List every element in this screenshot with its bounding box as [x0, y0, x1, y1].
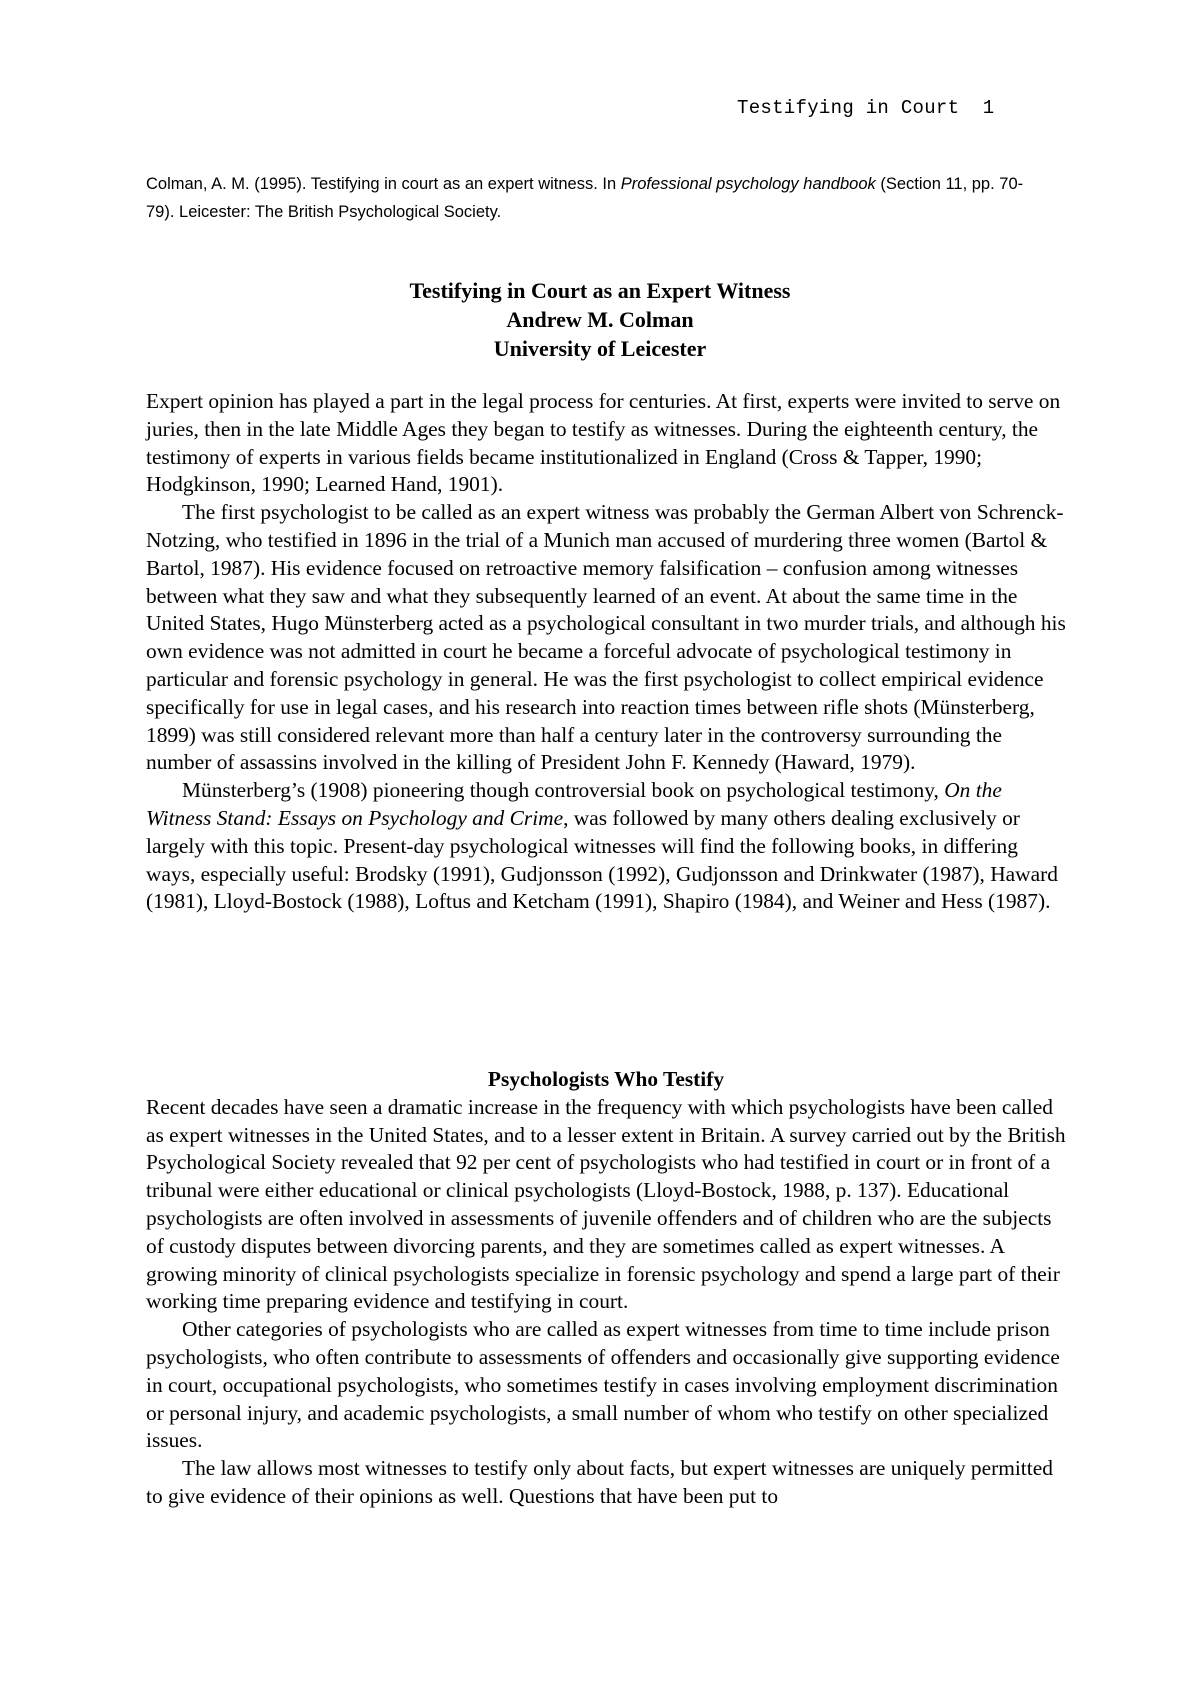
citation-text-start: Colman, A. M. (1995). Testifying in court as an expert witness. In	[146, 175, 621, 193]
title-block	[0, 276, 1200, 363]
running-head: Testifying in Court 1	[737, 97, 995, 119]
author-name: Andrew M. Colman	[506, 307, 694, 332]
citation-book-title: Professional psychology handbook	[620, 175, 876, 193]
paragraph-intro-3-end: , was followed by many others dealing exclusively or largely with this topic. Present-day psychological witnesses will find the following books, in differing ways, especially useful: Brodsky (1991), Gudjonsson (1992), Gudjonsson and Drinkwater (1987), Haward (1981), Lloyd-Bostock (1988), Loftus and Ketcham (1991), Shapiro (1984), and Weiner and Hess (1987).	[146, 805, 1058, 914]
paper-title: Testifying in Court as an Expert Witness	[409, 278, 791, 303]
paragraph-intro-2: The first psychologist to be called as an expert witness was probably the German Albert von Schrenck-Notzing, who testified in 1896 in the trial of a Munich man accused of murdering three women (Bartol & Bartol, 1987). His evidence focused on retroactive memory falsification – confusion among witnesses between what they saw and what they subsequently learned of an event. At about the same time in the United States, Hugo Münsterberg acted as a psychological consultant in two murder trials, and although his own evidence was not admitted in court he became a forceful advocate of psychological testimony in particular and forensic psychology in general. He was the first psychologist to collect empirical evidence specifically for use in legal cases, and his research into reaction times between rifle shots (Münsterberg, 1899) was still considered relevant more than half a century later in the controversy surrounding the number of assassins involved in the killing of President John F. Kennedy (Haward, 1979).	[146, 500, 1066, 775]
cited-book-title: On the Witness Stand: Essays on Psychology and Crime	[146, 778, 1002, 830]
paragraph-section-1: Recent decades have seen a dramatic increase in the frequency with which psychologists have been called as expert witnesses in the United States, and to a lesser extent in Britain. A survey carried out by the British Psychological Society revealed that 92 per cent of psychologists who had testified in court or in front of a tribunal were either educational or clinical psychologists (Lloyd-Bostock, 1988, p. 137). Educational psychologists are often involved in assessments of juvenile offenders and of children who are the subjects of custody disputes between divorcing parents, and they are sometimes called as expert witnesses. A growing minority of clinical psychologists specialize in forensic psychology and spend a large part of their working time preparing evidence and testifying in court.	[146, 1094, 1066, 1314]
citation-text-end: (Section 11, pp. 70-79). Leicester: The British Psychological Society.	[146, 175, 1024, 221]
paragraph-intro-3-start: Münsterberg’s (1908) pioneering though controversial book on psychological testimony,	[182, 778, 945, 803]
paragraph-intro-1: Expert opinion has played a part in the legal process for centuries. At first, experts were invited to serve on juries, then in the late Middle Ages they began to testify as witnesses. During the eighteenth century, the testimony of experts in various fields became institutionalized in England (Cross & Tapper, 1990; Hodgkinson, 1990; Learned Hand, 1901).	[146, 389, 1061, 497]
introduction-section	[146, 388, 1066, 916]
psychologists-section	[146, 1066, 1066, 1511]
paragraph-intro-3	[146, 777, 1066, 916]
paragraph-section-2: Other categories of psychologists who are called as expert witnesses from time to time include prison psychologists, who often contribute to assessments of offenders and occasionally give supporting evidence in court, occupational psychologists, who sometimes testify in cases involving employment discrimination or personal injury, and academic psychologists, a small number of whom who testify on other specialized issues.	[146, 1317, 1060, 1453]
paragraph-section-3: The law allows most witnesses to testify only about facts, but expert witnesses are uniquely permitted to give evidence of their opinions as well. Questions that have been put to	[146, 1456, 1053, 1508]
author-affiliation: University of Leicester	[493, 336, 707, 361]
citation	[146, 170, 1046, 226]
section-heading: Psychologists Who Testify	[487, 1067, 725, 1091]
